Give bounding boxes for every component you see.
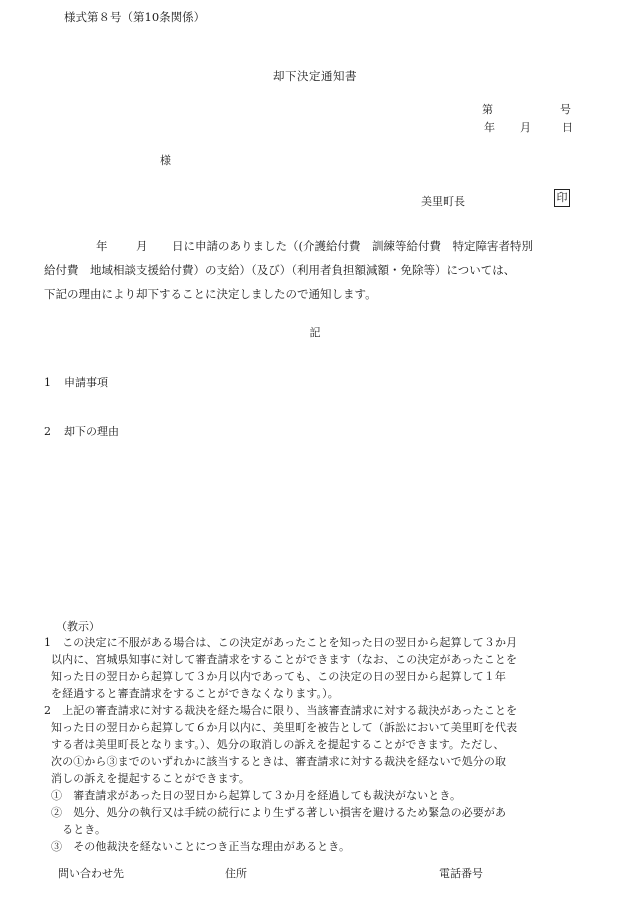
body-year: 年 [96,239,108,253]
notice-line: 次の①から③までのいずれかに該当するときは、審査請求に対する裁決を経ないで処分の取 [51,755,507,768]
notice-line: るとき。 [51,823,107,836]
notice-line: を経過すると審査請求をすることができなくなります。）。 [51,687,339,700]
doc-number-prefix: 第 [482,103,493,116]
issuer-name: 美里町長 [421,195,465,208]
body-month: 月 [136,239,148,253]
seal-mark: 印 [554,189,570,207]
date-year: 年 [484,121,495,134]
notice-line: する者は美里町長となります。）、処分の取消しの訴えを提起することができます。ただし、 [51,738,505,751]
body-line-2: 給付費 地域相談支援給付費）の支給）（及び）（利用者負担額減額・免除等）については、 [44,263,516,277]
notice-line: ① 審査請求があった日の翌日から起算して３か月を経過しても裁決がないとき。 [51,789,462,802]
notice-line: 2 上記の審査請求に対する裁決を経た場合に限り、当該審査請求に対する裁決があったことを [44,704,518,717]
section-application-items [44,374,108,390]
section-number: 2 [44,425,51,438]
notice-line: ② 処分、処分の執行又は手続の続行により生ずる著しい損害を避けるため緊急の必要があ [51,806,507,819]
section-rejection-reason [44,423,119,439]
notice-line: 1 この決定に不服がある場合は、この決定があったことを知った日の翌日から起算して３か月 [44,636,518,649]
notice-line: 以内に、宮城県知事に対して審査請求をすることができます（なお、この決定があったことを [51,653,518,666]
doc-number-suffix: 号 [560,103,571,116]
notice-title: （教示） [56,620,100,633]
notice-line: 知った日の翌日から起算して６か月以内に、美里町を被告として（訴訟において美里町を代表 [51,721,518,734]
date-day: 日 [562,121,573,134]
inquiry-phone-label: 電話番号 [439,867,483,880]
form-number: 様式第８号（第10条関係） [64,10,206,24]
section-label: 申請事項 [64,376,108,389]
section-label: 却下の理由 [64,425,119,438]
document-title: 却下決定通知書 [273,69,357,83]
notice-line: 消しの訴えを提起することができます。 [51,772,250,785]
inquiry-address-label: 住所 [225,867,247,880]
body-line-3: 下記の理由により却下することに決定しましたので通知します。 [44,287,377,301]
body-line-1-text: 日に申請のありました（(介護給付費 訓練等給付費 特定障害者特別 [172,239,533,253]
notice-line: ③ その他裁決を経ないことにつき正当な理由があるとき。 [51,840,351,853]
notice-line: 知った日の翌日から起算して３か月以内であっても、この決定の日の翌日から起算して１年 [51,670,506,683]
addressee: 様 [160,154,171,167]
section-number: 1 [44,376,51,389]
date-month: 月 [520,121,531,134]
body-line-1 [44,238,584,252]
ki-heading: 記 [309,326,321,339]
inquiry-contact-label: 問い合わせ先 [58,867,124,880]
